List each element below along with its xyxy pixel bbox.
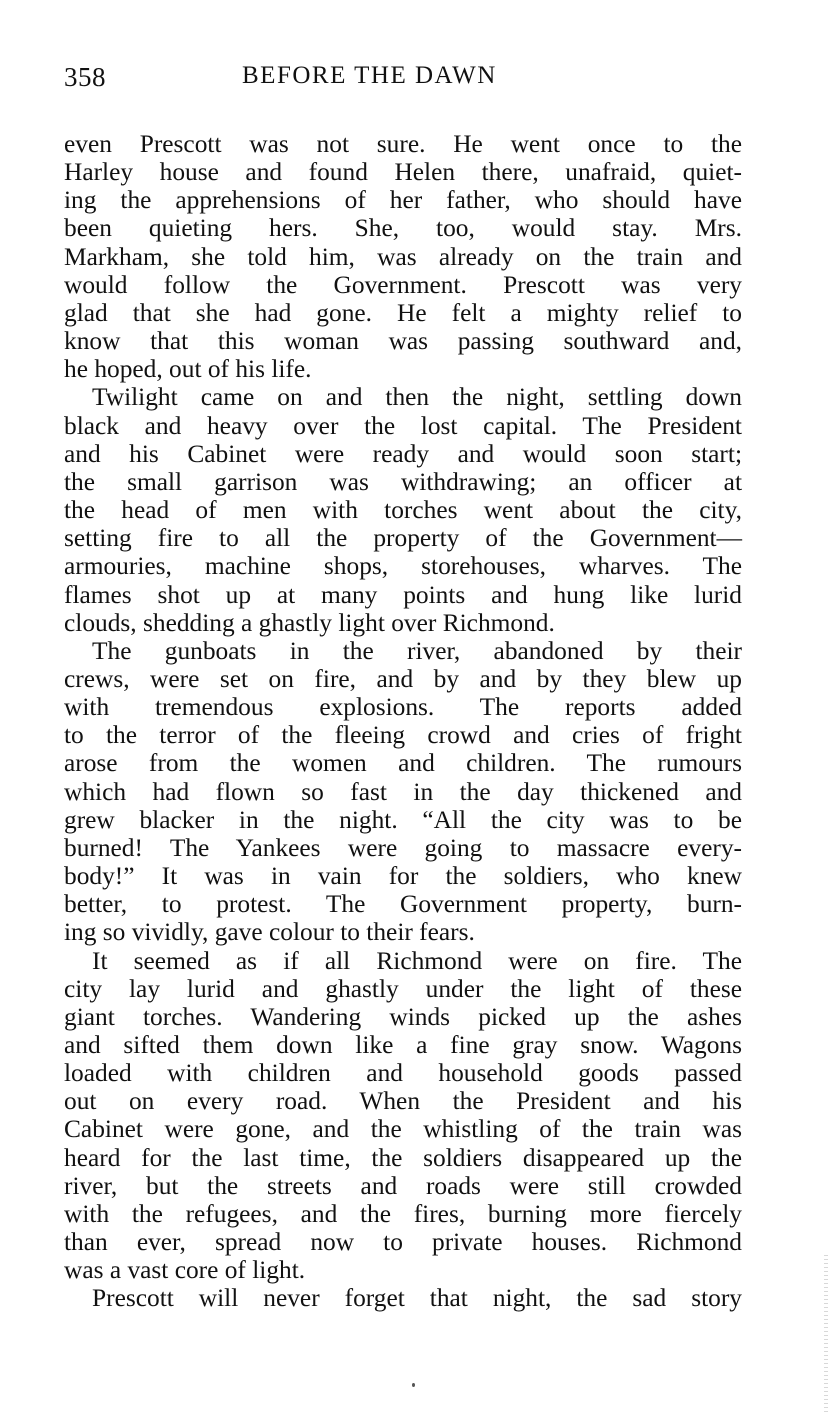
text-line: flames shot up at many points and hung like lurid bbox=[64, 580, 742, 609]
text-line: out on every road. When the President and his bbox=[64, 1087, 742, 1116]
text-line: with tremendous explosions. The reports added bbox=[64, 693, 742, 722]
paragraph bbox=[64, 637, 742, 947]
text-line: black and heavy over the lost capital. The President bbox=[64, 411, 742, 440]
page-header bbox=[64, 62, 740, 102]
text-line: Markham, she told him, was already on the train and bbox=[64, 242, 742, 271]
text-line: better, to protest. The Government property, burn- bbox=[64, 890, 742, 919]
text-line: loaded with children and household goods passed bbox=[64, 1059, 742, 1088]
scan-margin-artifact bbox=[824, 1255, 828, 1415]
text-line: Harley house and found Helen there, unafraid, quiet- bbox=[64, 158, 742, 187]
text-line: The gunboats in the river, abandoned by their bbox=[92, 636, 742, 665]
text-line: city lay lurid and ghastly under the light of these bbox=[64, 974, 742, 1003]
text-line: glad that she had gone. He felt a mighty relief to bbox=[64, 298, 742, 327]
text-line: know that this woman was passing southward and, bbox=[64, 327, 742, 356]
text-line: ing so vividly, gave colour to their fears. bbox=[64, 918, 475, 947]
text-line: to the terror of the fleeing crowd and cries of fright bbox=[64, 721, 742, 750]
text-line: been quieting hers. She, too, would stay. Mrs. bbox=[64, 214, 742, 243]
paragraph bbox=[64, 383, 742, 636]
paragraph bbox=[64, 1284, 742, 1312]
text-line: the head of men with torches went about the city, bbox=[64, 496, 742, 525]
text-line: burned! The Yankees were going to massacre every- bbox=[64, 833, 742, 862]
text-line: which had flown so fast in the day thickened and bbox=[64, 777, 742, 806]
text-line: he hoped, out of his life. bbox=[64, 355, 312, 384]
text-line: and sifted them down like a fine gray snow. Wagons bbox=[64, 1031, 742, 1059]
text-line: giant torches. Wandering winds picked up the ashes bbox=[64, 1002, 742, 1031]
text-line: arose from the women and children. The rumours bbox=[64, 749, 742, 778]
text-line: crews, were set on fire, and by and by they blew up bbox=[64, 664, 742, 693]
text-line: It seemed as if all Richmond were on fire. The bbox=[92, 946, 742, 975]
scan-speck bbox=[412, 1383, 415, 1387]
text-line: would follow the Government. Prescott was very bbox=[64, 270, 742, 299]
paragraph bbox=[64, 947, 742, 1285]
text-line: setting fire to all the property of the Government— bbox=[64, 524, 742, 553]
text-line: the small garrison was withdrawing; an officer at bbox=[64, 467, 742, 496]
text-line: Cabinet were gone, and the whistling of the train was bbox=[64, 1115, 742, 1144]
running-title: BEFORE THE DAWN bbox=[242, 62, 497, 89]
text-line: ing the apprehensions of her father, who should have bbox=[64, 186, 742, 215]
paragraph bbox=[64, 130, 742, 383]
body-text bbox=[64, 130, 742, 1313]
text-line: Prescott will never forget that night, the sad story bbox=[92, 1284, 742, 1313]
page-number: 358 bbox=[64, 62, 106, 92]
text-line: was a vast core of light. bbox=[64, 1256, 306, 1285]
text-line: grew blacker in the night. “All the city was to be bbox=[64, 805, 742, 834]
text-line: heard for the last time, the soldiers disappeared up the bbox=[64, 1143, 742, 1172]
text-line: with the refugees, and the fires, burning more fiercely bbox=[64, 1199, 742, 1228]
text-line: body!” It was in vain for the soldiers, who knew bbox=[64, 862, 742, 891]
text-line: river, but the streets and roads were still crowded bbox=[64, 1171, 742, 1200]
text-line: and his Cabinet were ready and would soon start; bbox=[64, 439, 742, 468]
text-line: clouds, shedding a ghastly light over Richmond. bbox=[64, 608, 555, 637]
text-line: armouries, machine shops, storehouses, wharves. The bbox=[64, 552, 742, 581]
text-line: even Prescott was not sure. He went once to the bbox=[64, 130, 742, 158]
text-line: Twilight came on and then the night, settling down bbox=[92, 383, 742, 412]
text-line: than ever, spread now to private houses. Richmond bbox=[64, 1228, 742, 1257]
